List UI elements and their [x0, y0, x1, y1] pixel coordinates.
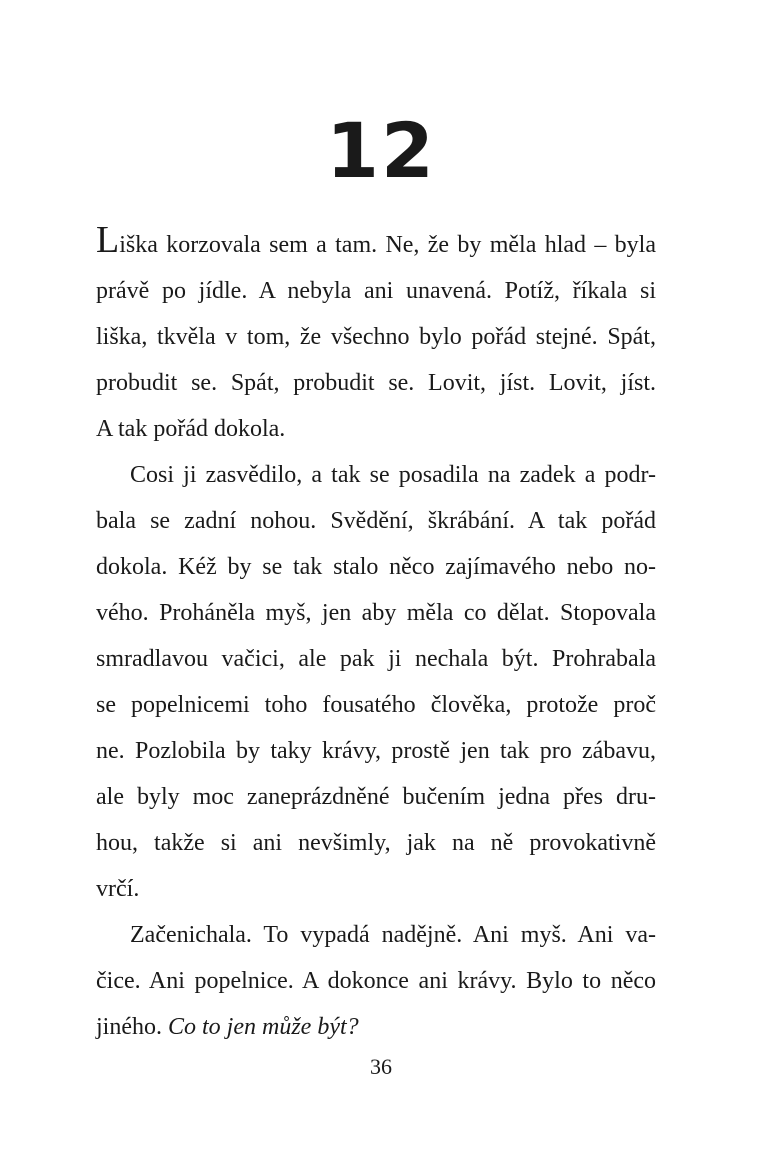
paragraph-1-line-4: probudit se. Spát, probudit se. Lovit, jíst. Lovit, jíst.	[96, 370, 656, 396]
paragraph-2-line-9: hou, takže si ani nevšimly, jak na ně provokativně	[96, 830, 656, 856]
paragraph-3-line-2: čice. Ani popelnice. A dokonce ani krávy. Bylo to něco	[96, 968, 656, 994]
paragraph-2-line-3: dokola. Kéž by se tak stalo něco zajímavého nebo no-	[96, 554, 656, 580]
paragraph-2-line-6: se popelnicemi toho fousatého člověka, protože proč	[96, 692, 656, 718]
paragraph-1-line-1	[96, 219, 656, 268]
paragraph-2-line-4: vého. Proháněla myš, jen aby měla co dělat. Stopovala	[96, 600, 656, 626]
drop-cap: L	[96, 219, 120, 261]
chapter-number: 12	[326, 106, 436, 195]
body-text	[96, 219, 656, 1050]
line-text: jiného.	[96, 1014, 168, 1040]
paragraph-2-line-10: vrčí.	[96, 876, 140, 902]
page-number: 36	[370, 1054, 392, 1079]
paragraph-1-line-3: liška, tkvěla v tom, že všechno bylo pořád stejné. Spát,	[96, 324, 656, 350]
paragraph-2-line-2: bala se zadní nohou. Svědění, škrábání. A tak pořád	[96, 508, 656, 534]
line-text: iška korzovala sem a tam. Ne, že by měla hlad – byla	[119, 232, 656, 258]
paragraph-2-line-7: ne. Pozlobila by taky krávy, prostě jen tak pro zábavu,	[96, 738, 656, 764]
paragraph-2-line-1: Cosi ji zasvědilo, a tak se posadila na zadek a podr-	[130, 462, 656, 488]
italic-question: Co to jen může být?	[168, 1014, 359, 1040]
paragraph-2-line-8: ale byly moc zaneprázdněné bučením jedna přes dru-	[96, 784, 656, 810]
paragraph-1-line-2: právě po jídle. A nebyla ani unavená. Potíž, říkala si	[96, 278, 656, 304]
paragraph-2-line-5: smradlavou vačici, ale pak ji nechala být. Prohrabala	[96, 646, 656, 672]
paragraph-3-line-3	[96, 1004, 656, 1050]
paragraph-3-line-1: Začenichala. To vypadá nadějně. Ani myš. Ani va-	[130, 922, 656, 948]
paragraph-1-line-5: A tak pořád dokola.	[96, 416, 286, 442]
